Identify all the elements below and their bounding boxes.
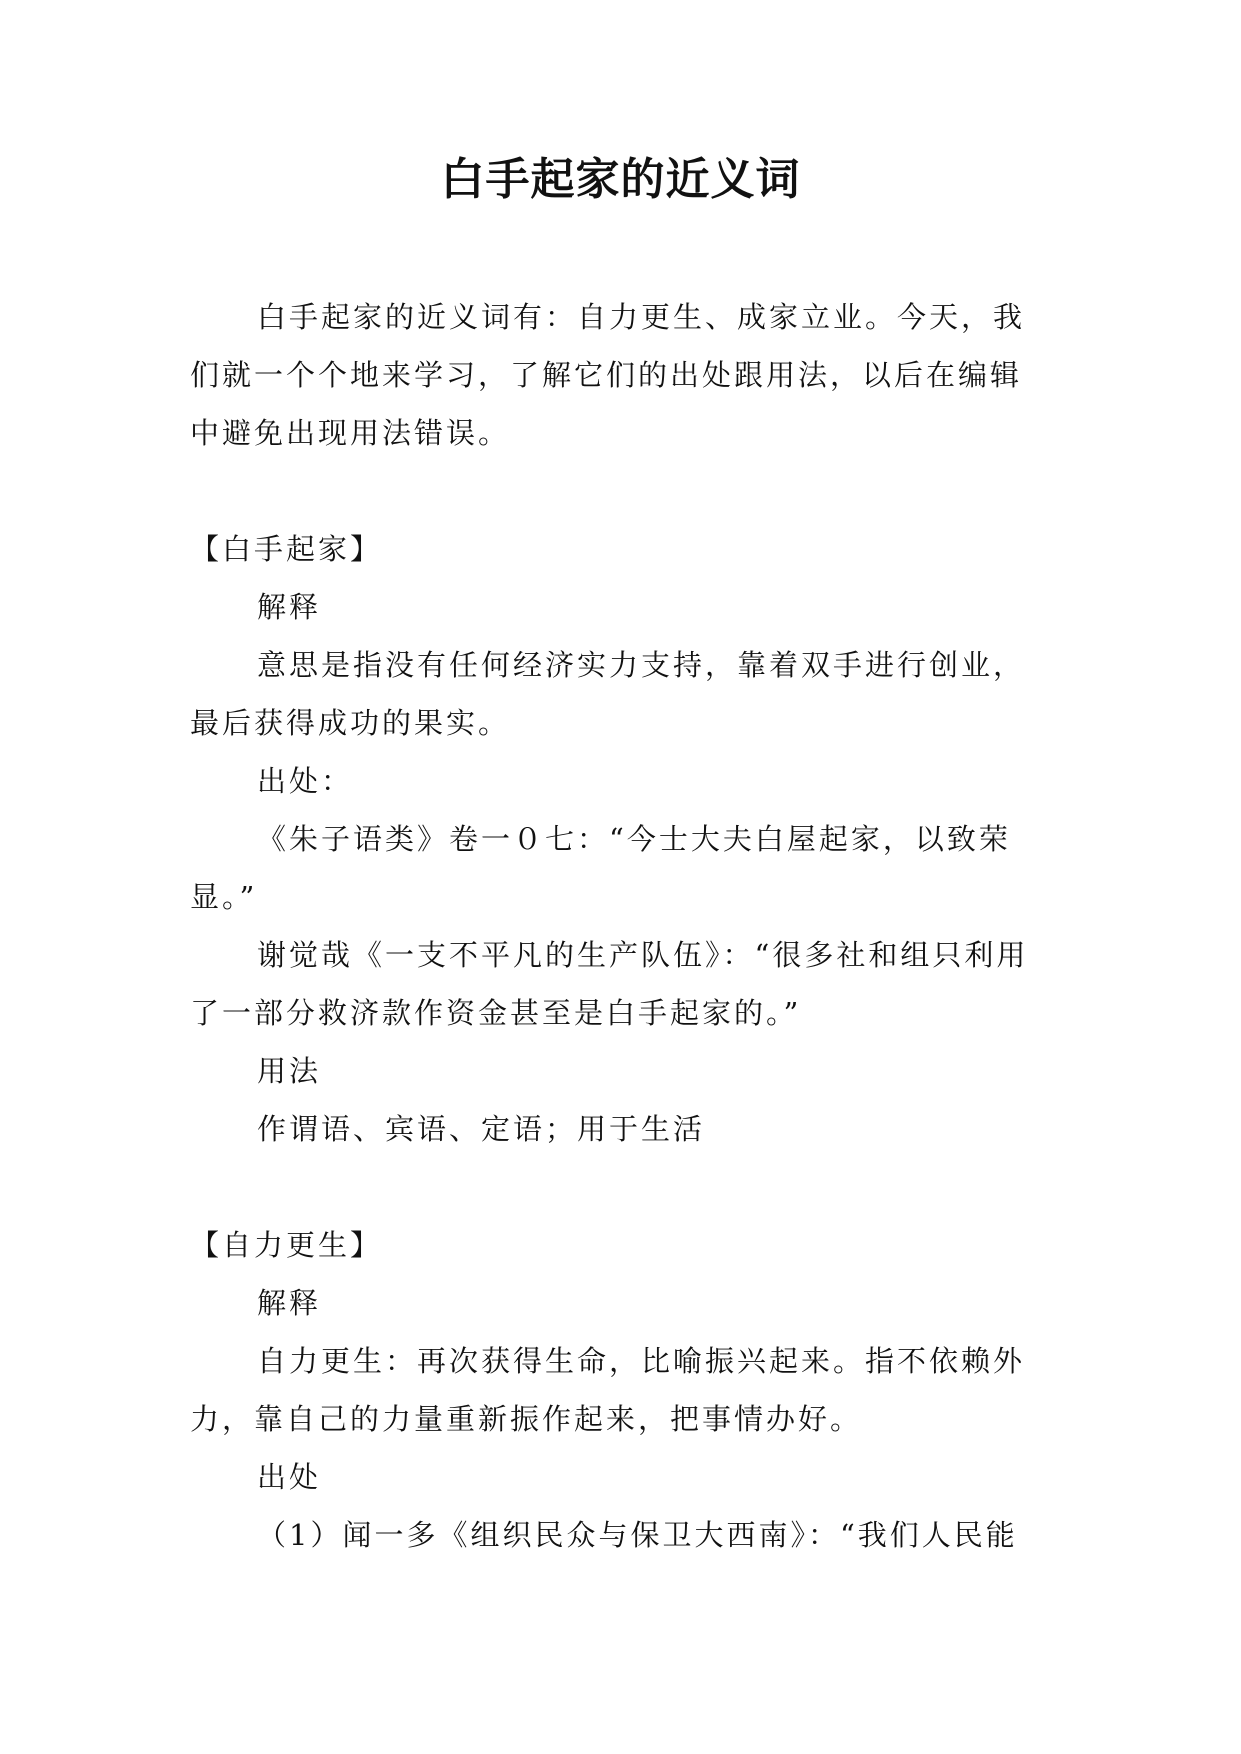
- explain-text: 意思是指没有任何经济实力支持，靠着双手进行创业，最后获得成功的果实。: [190, 648, 1026, 740]
- explain-label: 解释: [257, 1286, 322, 1320]
- section-heading: 【自力更生】: [190, 1228, 383, 1262]
- explain-label: 解释: [257, 590, 322, 624]
- source-quote: 《朱子语类》卷一０七：“今士大夫白屋起家，以致荣显。”: [190, 822, 1011, 914]
- document-title: 白手起家的近义词: [440, 154, 801, 205]
- source-label: 出处：: [257, 764, 354, 798]
- explain-text: 自力更生：再次获得生命，比喻振兴起来。指不依赖外力，靠自己的力量重新振作起来，把事情办好。: [190, 1344, 1026, 1436]
- intro-paragraph: 白手起家的近义词有：自力更生、成家立业。今天，我们就一个个地来学习，了解它们的出处跟用法，以后在编辑中避免出现用法错误。: [190, 300, 1026, 450]
- document-body: [190, 288, 1050, 1564]
- source-quote: （1）闻一多《组织民众与保卫大西南》：“我们人民能: [257, 1518, 1018, 1552]
- section-heading: 【白手起家】: [190, 532, 383, 566]
- source-quote: 谢觉哉《一支不平凡的生产队伍》：“很多社和组只利用了一部分救济款作资金甚至是白手起家的。”: [190, 938, 1029, 1030]
- usage-label: 用法: [257, 1054, 322, 1088]
- source-label: 出处: [257, 1460, 322, 1494]
- usage-text: 作谓语、宾语、定语；用于生活: [257, 1112, 706, 1146]
